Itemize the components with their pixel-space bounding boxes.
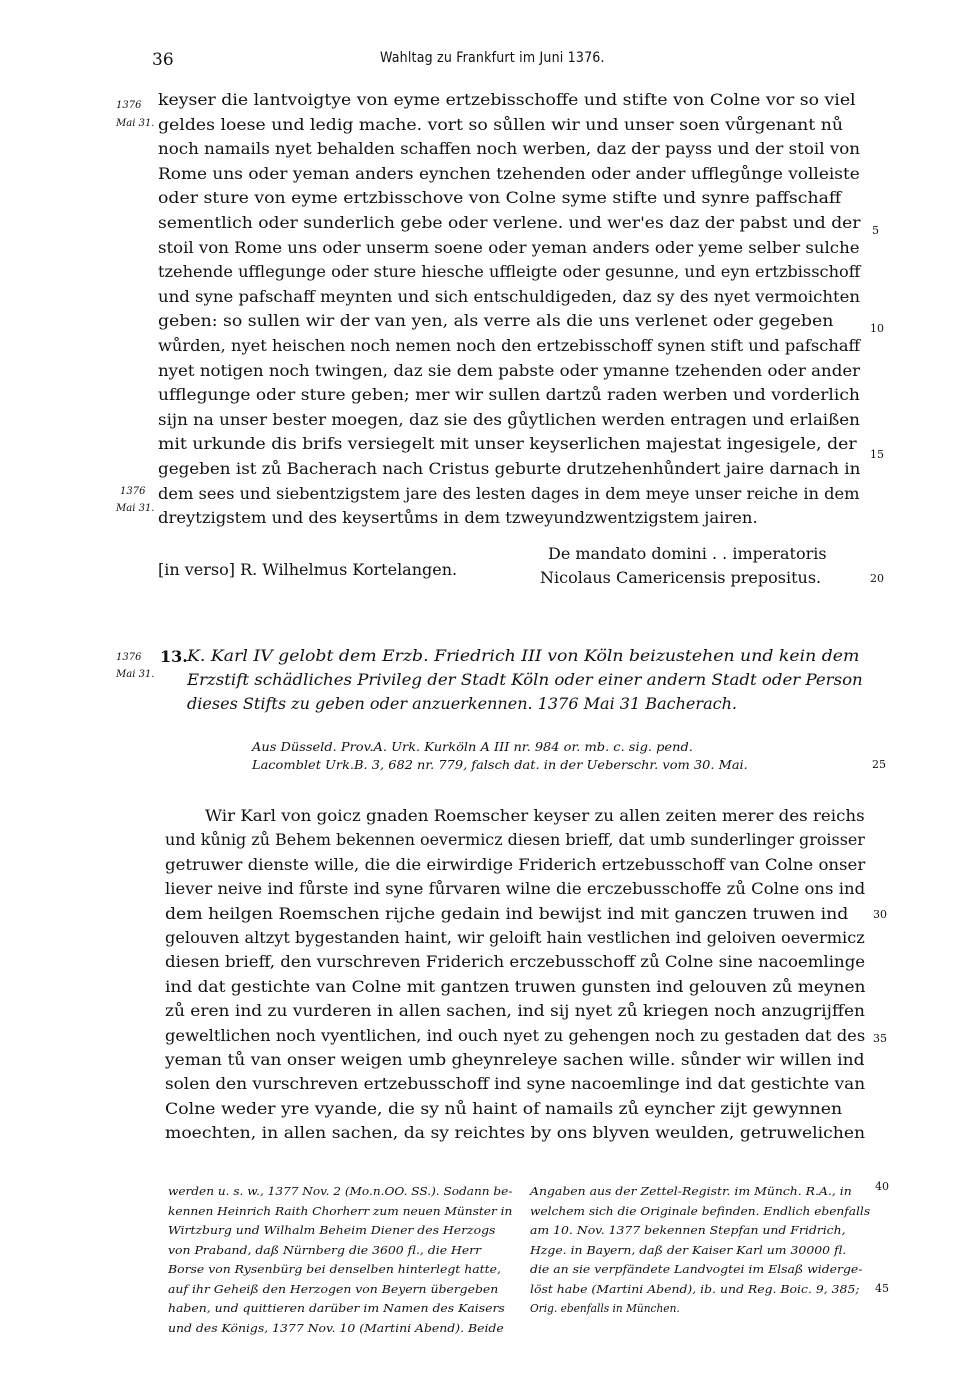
text-line: Angaben aus der Zettel-Registr. im Münch. R.A., in [530, 1184, 852, 1198]
line-number: 30 [873, 908, 887, 921]
source-line: Lacomblet Urk.B. 3, 682 nr. 779, falsch dat. in der Ueberschr. vom 30. Mai. [252, 758, 748, 772]
line-number: 5 [872, 224, 879, 237]
text-line: tzehende ufflegunge oder sture hiesche uffleigte oder gesunne, und eyn ertzbisschoff [158, 262, 861, 282]
section-margin-year: 1376 [116, 652, 142, 663]
line-number: 25 [872, 758, 886, 771]
text-line: Wirtzburg und Wilhalm Beheim Diener des Herzogs [168, 1223, 496, 1237]
line-number: 40 [875, 1180, 889, 1193]
text-line: dem sees und siebentzigstem jare des lesten dages in dem meye unser reiche in dem [158, 483, 860, 503]
text-line: moechten, in allen sachen, da sy reichtes by ons blyven weulden, getruwelichen [165, 1123, 866, 1143]
text-line: diesen brieff, den vurschreven Friderich erczebusschoff zů Colne sine nacoemlinge [165, 952, 866, 972]
section-number: 13. [160, 647, 188, 666]
text-line: Borse von Rysenbürg bei denselben hinterlegt hatte, [168, 1262, 501, 1276]
line-number: 45 [875, 1282, 889, 1295]
text-line: am 10. Nov. 1377 bekennen Stepfan und Fridrich, [530, 1223, 846, 1237]
line-number: 20 [870, 572, 884, 585]
text-line: löst habe (Martini Abend), ib. und Reg. Boic. 9, 385; [530, 1281, 860, 1296]
source-line: Aus Düsseld. Prov.A. Urk. Kurköln A III nr. 984 or. mb. c. sig. pend. [252, 740, 693, 754]
text-line: wůrden, nyet heischen noch nemen noch den ertzebisschoff synen stift und pafschaff [158, 336, 861, 355]
text-line: Wir Karl von goicz gnaden Roemscher keyser zu allen zeiten merer des reichs [205, 806, 865, 825]
text-line: Hzge. in Bayern, daß der Kaiser Karl um 30000 fl. [530, 1242, 847, 1257]
text-line: Colne weder yre vyande, die sy nů haint of namails zů eyncher zijt gewynnen [165, 1098, 843, 1118]
text-line: Rome uns oder yeman anders eynchen tzehenden oder ander ufflegůnge volleiste [158, 163, 860, 183]
text-line: zů eren ind zu vurderen in allen sachen, ind sij nyet zů kriegen noch anzugrijffen [165, 1001, 865, 1021]
text-line: und syne pafschaff meynten und sich entschuldigeden, daz sy des nyet vermoichten [158, 286, 860, 306]
text-line: stoil von Rome uns oder unserm soene oder yeman anders oder yeme selber sulche [158, 237, 860, 257]
margin-year: 1376 [120, 486, 146, 497]
text-line: gelouven altzyt bygestanden haint, wir geloift hain vestlichen ind geloiven oevermicz [165, 928, 865, 947]
verso-note: [in verso] R. Wilhelmus Kortelangen. [158, 560, 458, 579]
text-line: noch namails nyet behalden schaffen noch werben, daz der payss und der stoil von [158, 139, 861, 159]
text-line: sijn na unser bester moegen, daz sie des gůytlichen werden entragen und erlaißen [158, 409, 860, 429]
text-line: nyet notigen noch twingen, daz sie dem pabste oder ymanne tzehenden oder ander [158, 360, 861, 380]
section-title-line: K. Karl IV gelobt dem Erzb. Friedrich III von Köln beizustehen und kein dem [187, 646, 860, 665]
text-line: liever neive ind fůrste ind syne fůrvaren wilne die erczebusschoffe zů Colne ons ind [165, 879, 866, 899]
text-line: yeman tů van onser weigen umb gheynreleye sachen wille. sůnder wir willen ind [165, 1050, 865, 1069]
margin-date: Mai 31. [116, 503, 155, 514]
text-line: ufflegunge oder sture geben; mer wir sullen dartzů raden werben und vorderlich [158, 385, 860, 405]
text-line: und des Königs, 1377 Nov. 10 (Martini Abend). Beide [168, 1320, 504, 1335]
text-line: von Praband, daß Nürnberg die 3600 fl., die Herr [168, 1242, 482, 1257]
text-line: geben: so sullen wir der van yen, als verre als die uns verlenet oder gegeben [158, 311, 834, 331]
line-number: 15 [870, 448, 884, 461]
section-title-line: Erzstift schädliches Privileg der Stadt Köln oder einer andern Stadt oder Person [187, 670, 863, 689]
page-number: 36 [152, 50, 174, 70]
running-title: Wahltag zu Frankfurt im Juni 1376. [380, 50, 605, 66]
text-line: werden u. s. w., 1377 Nov. 2 (Mo.n.OO. SS.). Sodann be- [168, 1184, 513, 1198]
signer-line: Nicolaus Camericensis prepositus. [540, 568, 822, 587]
text-line: mit urkunde dis brifs versiegelt mit unser keyserlichen majestat ingesigele, der [158, 434, 857, 454]
text-line: geweltlichen noch vyentlichen, ind ouch nyet zu gehengen noch zu gestaden dat des [165, 1025, 866, 1045]
text-line: Orig. ebenfalls in München. [530, 1301, 680, 1315]
text-line: gegeben ist zů Bacherach nach Cristus geburte drutzehenhůndert jaire darnach in [158, 459, 861, 478]
line-number: 10 [870, 322, 884, 335]
text-line: haben, und quittieren darüber im Namen des Kaisers [168, 1301, 505, 1315]
line-number: 35 [873, 1032, 887, 1045]
text-line: die an sie verpfändete Landvogtei im Elsaß widerge- [530, 1262, 863, 1276]
section-title-line: dieses Stifts zu geben oder anzuerkennen. 1376 Mai 31 Bacherach. [187, 694, 738, 713]
text-line: solen den vurschreven ertzebusschoff ind syne nacoemlinge ind dat gestichte van [165, 1074, 866, 1094]
text-line: sementlich oder sunderlich gebe oder verlene. und wer'es daz der pabst und der [158, 213, 861, 232]
text-line: geldes loese und ledig mache. vort so sůllen wir und unser soen vůrgenant nů [158, 114, 843, 134]
margin-date: Mai 31. [116, 118, 155, 129]
text-line: auf ihr Geheiß den Herzogen von Beyern übergeben [168, 1281, 499, 1296]
text-line: kennen Heinrich Raith Chorherr zum neuen Münster in [168, 1203, 513, 1218]
text-line: ind dat gestichte van Colne mit gantzen truwen gunsten ind gelouven zů meynen [165, 976, 866, 996]
margin-year: 1376 [116, 100, 142, 111]
text-line: welchem sich die Originale befinden. Endlich ebenfalls [530, 1203, 871, 1218]
text-line: dreytzigstem und des keysertůms in dem tzweyundzwentzigstem jairen. [158, 508, 758, 528]
text-line: oder sture von eyme ertzbisschove von Colne syme stifte und synre paffschaff [158, 188, 842, 208]
text-line: und kůnig zů Behem bekennen oevermicz diesen brieff, dat umb sunderlinger groisser [165, 830, 865, 850]
text-line: getruwer dienste wille, die die eirwirdige Friderich ertzebusschoff van Colne onser [165, 854, 866, 874]
text-line: dem heilgen Roemschen rijche gedain ind bewijst ind mit ganczen truwen ind [165, 903, 849, 923]
text-line: keyser die lantvoigtye von eyme ertzebisschoffe und stifte von Colne vor so viel [158, 90, 856, 109]
section-margin-date: Mai 31. [116, 669, 155, 680]
mandate-line: De mandato domini . . imperatoris [548, 544, 827, 563]
